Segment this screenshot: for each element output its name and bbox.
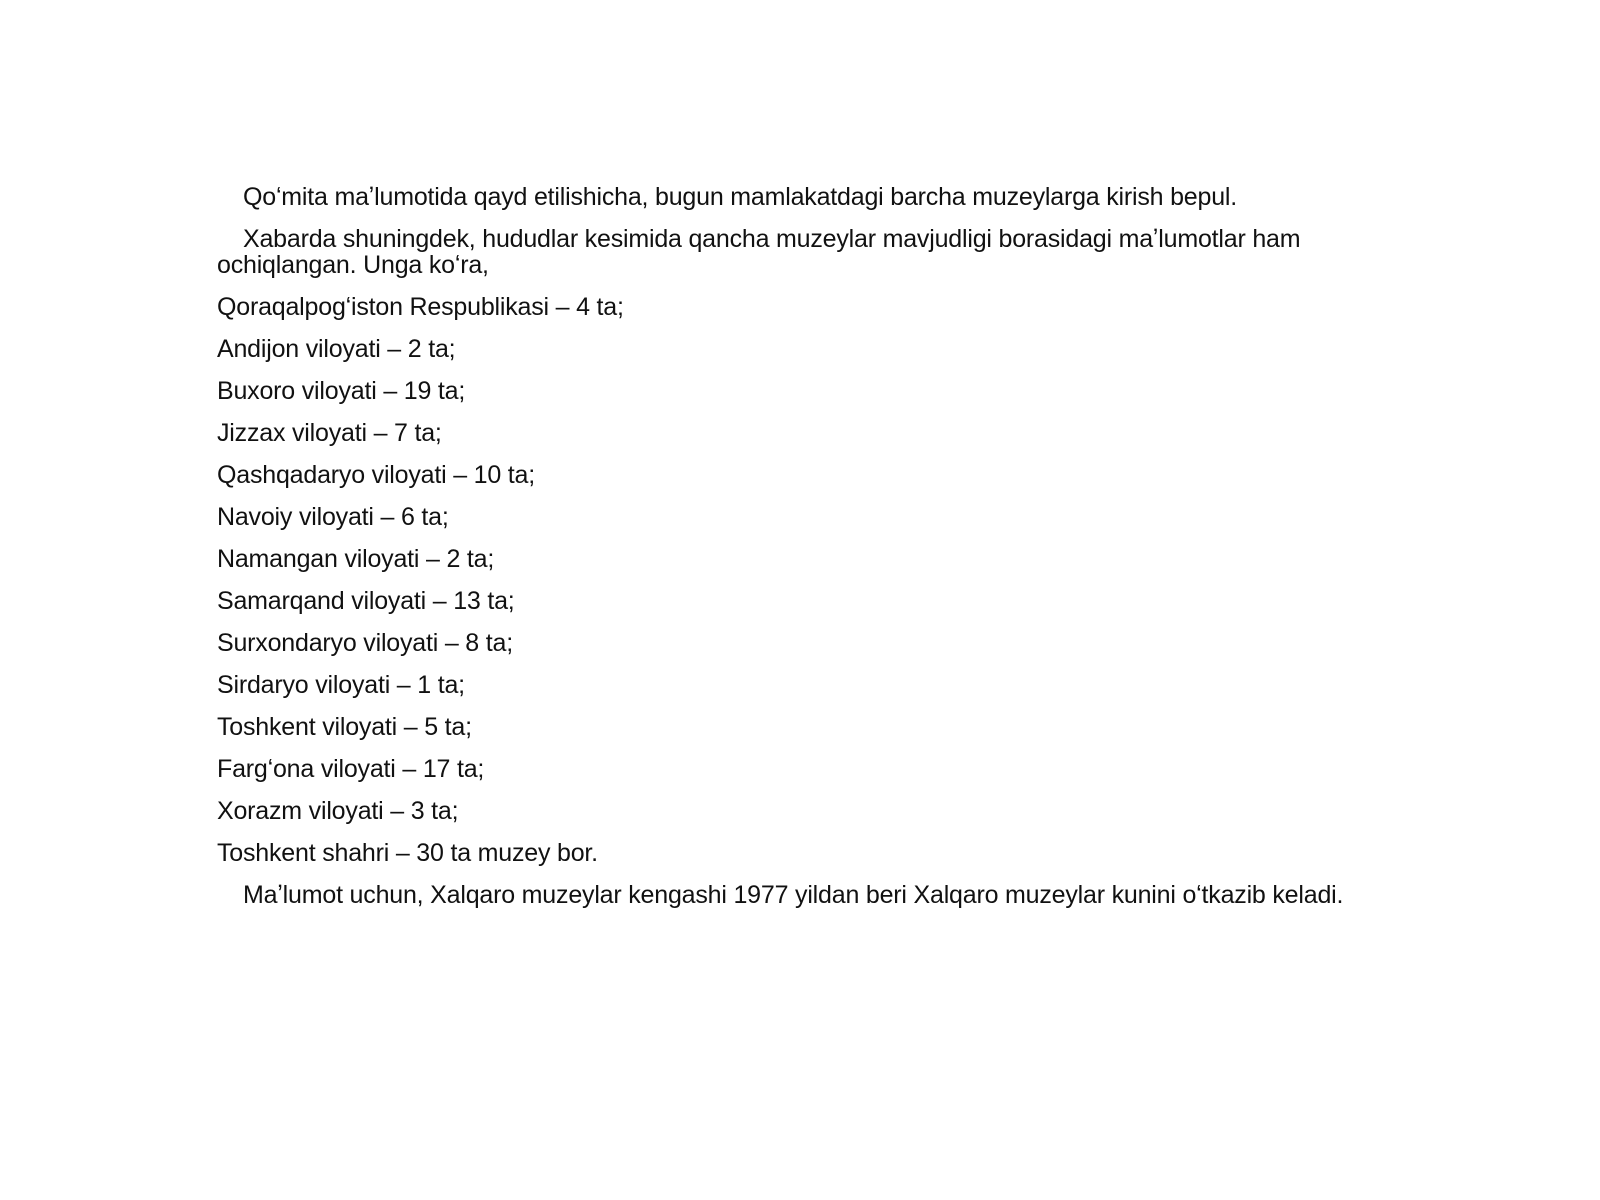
list-item: Qoraqalpogʻiston Respublikasi – 4 ta; [217,293,624,321]
list-item: Surxondaryo viloyati – 8 ta; [217,629,513,657]
list-item: Andijon viloyati – 2 ta; [217,335,456,363]
list-item: Samarqand viloyati – 13 ta; [217,587,515,615]
list-item: Fargʻona viloyati – 17 ta; [217,755,485,783]
list-item: Toshkent viloyati – 5 ta; [217,713,472,741]
region-list [217,294,1397,866]
closing-paragraph: Maʼlumot uchun, Xalqaro muzeylar kengashi 1977 yildan beri Xalqaro muzeylar kunini oʻtkazib keladi. [243,881,1344,909]
document-body [217,184,1397,924]
list-item: Buxoro viloyati – 19 ta; [217,377,466,405]
list-item: Toshkent shahri – 30 ta muzey bor. [217,839,598,867]
list-item: Jizzax viloyati – 7 ta; [217,419,442,447]
list-item: Sirdaryo viloyati – 1 ta; [217,671,465,699]
list-item: Namangan viloyati – 2 ta; [217,545,495,573]
list-item: Qashqadaryo viloyati – 10 ta; [217,461,536,489]
list-item: Navoiy viloyati – 6 ta; [217,503,449,531]
intro-paragraph-1: Qoʻmita maʼlumotida qayd etilishicha, bugun mamlakatdagi barcha muzeylarga kirish bepul. [243,183,1238,211]
intro-paragraph-2: Xabarda shuningdek, hududlar kesimida qancha muzeylar mavjudligi borasidagi maʼlumotlar ham ochiqlangan. Unga koʻra, [217,225,1301,279]
list-item: Xorazm viloyati – 3 ta; [217,797,459,825]
